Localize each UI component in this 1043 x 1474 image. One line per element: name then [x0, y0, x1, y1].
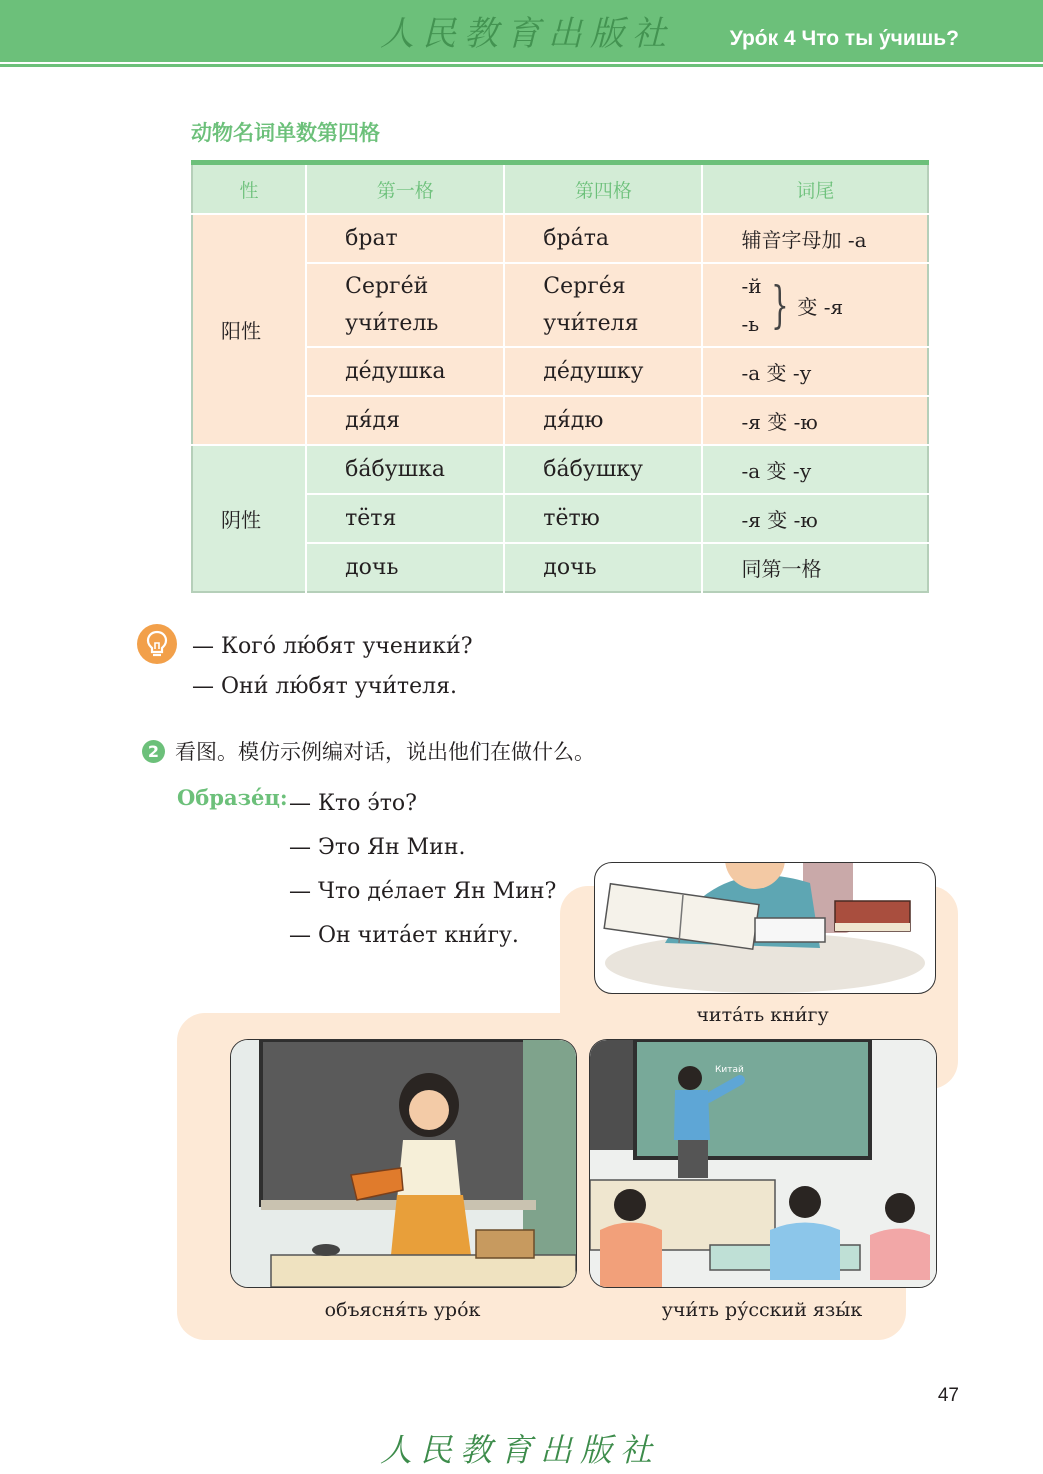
- accusative-cell: тётю: [504, 494, 702, 543]
- picture-reading-book: [594, 862, 936, 994]
- ending-cell: -а 变 -у: [702, 347, 928, 396]
- tip-line: — Кого́ лю́бят ученики́?: [192, 634, 473, 659]
- header-accusative: 第四格: [504, 163, 702, 215]
- accusative-cell: дя́дю: [504, 396, 702, 445]
- ending-cell: [702, 263, 928, 347]
- sample-label: Образе́ц:: [177, 785, 288, 810]
- header-nominative: 第一格: [306, 163, 504, 215]
- nominative-cell: ба́бушка: [306, 445, 504, 494]
- picture-teacher: [230, 1039, 577, 1288]
- picture-classroom: [589, 1039, 937, 1288]
- accusative-word: учи́теля: [543, 311, 639, 336]
- table-row: [192, 445, 928, 494]
- accusative-cell: бра́та: [504, 214, 702, 263]
- page-number: 47: [937, 1385, 959, 1406]
- accusative-word: Серге́я: [543, 274, 626, 299]
- lesson-title: Уро́к 4 Что ты у́чишь?: [729, 27, 959, 50]
- board-text: Китай: [715, 1065, 744, 1075]
- masculine-label: 阳性: [192, 214, 306, 445]
- ending-b: -ь: [741, 312, 760, 336]
- nominative-word: Серге́й: [345, 274, 429, 299]
- tip-dialog: [192, 627, 473, 707]
- caption-reading: чита́ть кни́гу: [696, 1004, 829, 1026]
- feminine-label: 阴性: [192, 445, 306, 592]
- nominative-cell: дя́дя: [306, 396, 504, 445]
- header-underline: [0, 64, 1043, 67]
- tip-line: — Они́ лю́бят учи́теля.: [192, 674, 457, 699]
- lightbulb-icon: [137, 624, 177, 664]
- exercise-number: 2: [142, 740, 165, 763]
- header-ending: 词尾: [702, 163, 928, 215]
- header-gender: 性: [192, 163, 306, 215]
- ending-cell: -я 变 -ю: [702, 396, 928, 445]
- declension-table: [191, 160, 929, 593]
- ending-cell: -а 变 -у: [702, 445, 928, 494]
- accusative-cell: [504, 263, 702, 347]
- ending-cell: 辅音字母加 -а: [702, 214, 928, 263]
- table-row: [192, 214, 928, 263]
- ending-cell: -я 变 -ю: [702, 494, 928, 543]
- nominative-cell: брат: [306, 214, 504, 263]
- accusative-cell: ба́бушку: [504, 445, 702, 494]
- sample-line: — Кто э́то?: [289, 791, 417, 816]
- caption-classroom: учи́ть ру́сский язы́к: [661, 1299, 863, 1321]
- exercise-text: 看图。模仿示例编对话，说出他们在做什么。: [175, 740, 595, 764]
- nominative-word: учи́тель: [345, 311, 439, 336]
- section-title: 动物名词单数第四格: [191, 121, 380, 145]
- nominative-cell: [306, 263, 504, 347]
- nominative-cell: де́душка: [306, 347, 504, 396]
- accusative-cell: дочь: [504, 543, 702, 592]
- exercise-instruction: [142, 736, 595, 766]
- publisher-logo-top: 人民教育出版社: [380, 14, 674, 54]
- sample-line: — Это Ян Мин.: [289, 835, 466, 860]
- brace-icon: }: [770, 276, 789, 334]
- nominative-cell: дочь: [306, 543, 504, 592]
- caption-teacher: объясня́ть уро́к: [324, 1299, 481, 1321]
- ending-c: 变 -я: [797, 294, 844, 319]
- ending-cell: 同第一格: [702, 543, 928, 592]
- sample-line: — Он чита́ет кни́гу.: [289, 923, 519, 948]
- nominative-cell: тётя: [306, 494, 504, 543]
- sample-dialog: [289, 782, 556, 958]
- publisher-logo-bottom: 人民教育出版社: [380, 1431, 661, 1469]
- ending-a: -й: [741, 274, 762, 298]
- accusative-cell: де́душку: [504, 347, 702, 396]
- table-header-row: [192, 163, 928, 215]
- sample-line: — Что де́лает Ян Мин?: [289, 879, 557, 904]
